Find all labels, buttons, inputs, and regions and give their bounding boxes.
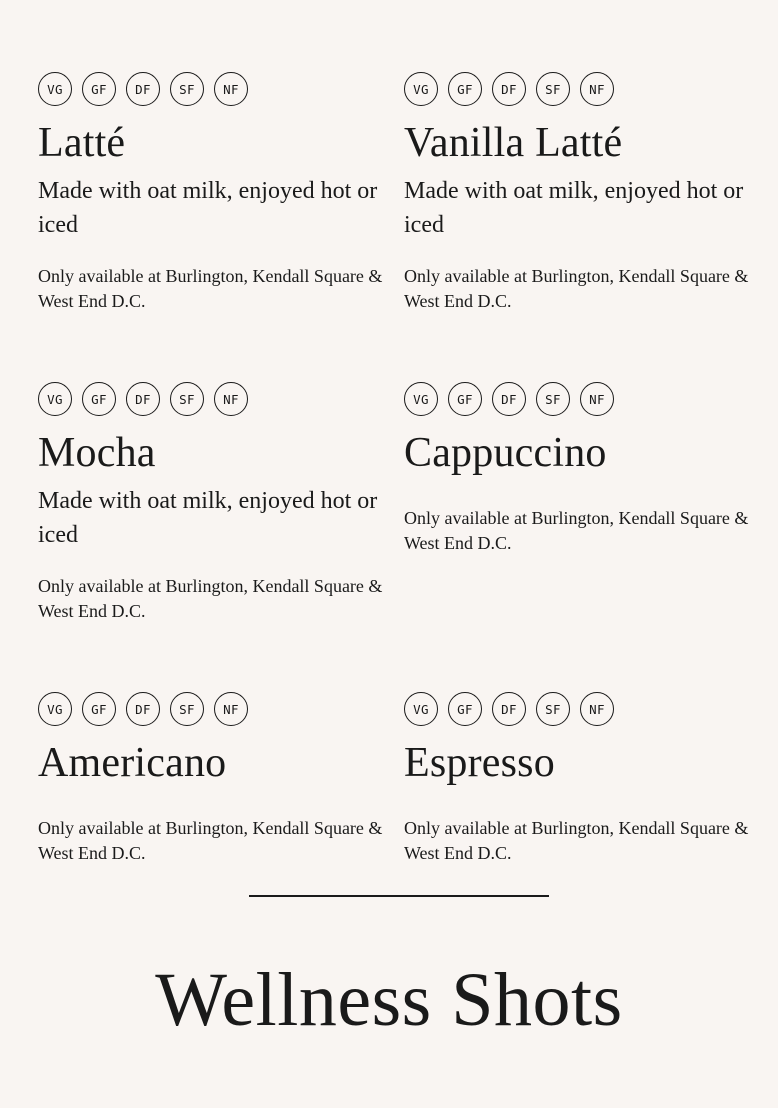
item-availability: Only available at Burlington, Kendall Square & West End D.C.: [404, 508, 749, 553]
tag-gluten-free: GF: [82, 72, 116, 106]
tag-dairy-free: DF: [492, 72, 526, 106]
tag-vegan: VG: [38, 382, 72, 416]
tag-dairy-free: DF: [492, 692, 526, 726]
diet-tags: [404, 382, 754, 418]
tag-dairy-free: DF: [126, 382, 160, 416]
item-name: Espresso: [404, 740, 555, 786]
tag-vegan: VG: [38, 692, 72, 726]
tag-soy-free: SF: [170, 72, 204, 106]
item-description: Made with oat milk, enjoyed hot or iced: [38, 178, 378, 238]
section-divider: [249, 895, 549, 897]
item-availability: Only available at Burlington, Kendall Square & West End D.C.: [404, 818, 749, 863]
tag-gluten-free: GF: [448, 382, 482, 416]
tag-gluten-free: GF: [448, 692, 482, 726]
tag-nut-free: NF: [580, 382, 614, 416]
item-name: Mocha: [38, 430, 156, 476]
tag-soy-free: SF: [536, 382, 570, 416]
menu-item-cappuccino: [404, 382, 754, 553]
item-description: Made with oat milk, enjoyed hot or iced: [38, 488, 378, 548]
item-name: Americano: [38, 740, 227, 786]
diet-tags: [404, 72, 754, 108]
item-description: Made with oat milk, enjoyed hot or iced: [404, 178, 744, 238]
item-availability: Only available at Burlington, Kendall Square & West End D.C.: [38, 266, 383, 311]
diet-tags: [38, 692, 388, 728]
menu-item-latte: [38, 72, 388, 311]
tag-soy-free: SF: [170, 692, 204, 726]
tag-soy-free: SF: [170, 382, 204, 416]
tag-nut-free: NF: [214, 72, 248, 106]
tag-nut-free: NF: [214, 692, 248, 726]
menu-item-vanilla-latte: [404, 72, 754, 311]
tag-vegan: VG: [404, 692, 438, 726]
tag-dairy-free: DF: [126, 692, 160, 726]
item-availability: Only available at Burlington, Kendall Square & West End D.C.: [404, 266, 749, 311]
diet-tags: [38, 72, 388, 108]
tag-soy-free: SF: [536, 72, 570, 106]
tag-vegan: VG: [404, 72, 438, 106]
tag-nut-free: NF: [580, 692, 614, 726]
item-availability: Only available at Burlington, Kendall Square & West End D.C.: [38, 818, 383, 863]
tag-gluten-free: GF: [82, 692, 116, 726]
menu-item-mocha: [38, 382, 388, 621]
tag-vegan: VG: [38, 72, 72, 106]
section-title: Wellness Shots: [155, 958, 623, 1042]
menu-item-espresso: [404, 692, 754, 863]
tag-nut-free: NF: [214, 382, 248, 416]
item-name: Vanilla Latté: [404, 120, 623, 166]
tag-soy-free: SF: [536, 692, 570, 726]
tag-vegan: VG: [404, 382, 438, 416]
item-name: Latté: [38, 120, 126, 166]
menu-item-americano: [38, 692, 388, 863]
item-availability: Only available at Burlington, Kendall Square & West End D.C.: [38, 576, 383, 621]
item-name: Cappuccino: [404, 430, 607, 476]
diet-tags: [404, 692, 754, 728]
tag-gluten-free: GF: [82, 382, 116, 416]
tag-nut-free: NF: [580, 72, 614, 106]
diet-tags: [38, 382, 388, 418]
tag-gluten-free: GF: [448, 72, 482, 106]
tag-dairy-free: DF: [492, 382, 526, 416]
tag-dairy-free: DF: [126, 72, 160, 106]
